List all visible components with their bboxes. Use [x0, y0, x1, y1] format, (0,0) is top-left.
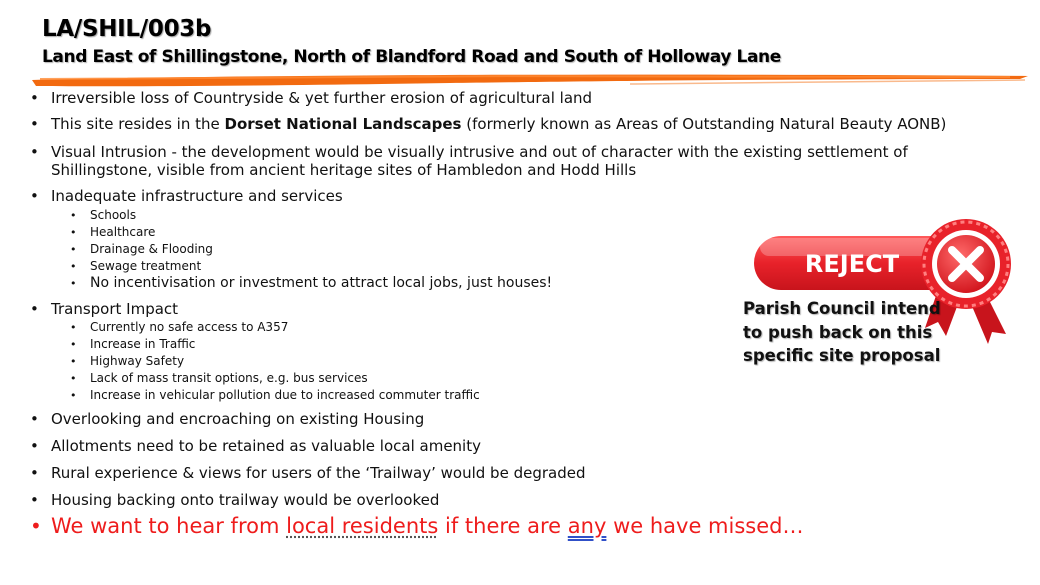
call-to-action: • We want to hear from local residents if there are any we have missed… [30, 513, 990, 539]
page-subtitle: Land East of Shillingstone, North of Blandford Road and South of Holloway Lane [42, 47, 781, 67]
list-item-overlooking: • Overlooking and encroaching on existing Housing [30, 410, 990, 428]
list-item-loss: • Irreversible loss of Countryside & yet further erosion of agricultural land [30, 89, 990, 107]
sub-item: • Schools [51, 207, 990, 224]
list-item-transport: • Transport Impact • Currently no safe access to A357 • Increase in Traffic • Highway Safety • Lack of mass transit options, e.g. bus services • Increase in vehicular pollution due to increased commuter traffic [30, 300, 990, 404]
any-text: any [567, 514, 607, 538]
sub-item: • Lack of mass transit options, e.g. bus services [51, 370, 990, 387]
local-residents-text: local residents [286, 514, 439, 538]
sub-item: • Increase in vehicular pollution due to increased commuter traffic [51, 387, 990, 404]
sub-item: • Highway Safety [51, 353, 990, 370]
list-item-visual: • Visual Intrusion - the development would be visually intrusive and out of character with the existing settlement of Shillingstone, visible from ancient heritage sites of Hambledon and Hodd Hills [30, 143, 990, 179]
list-item-infrastructure: • Inadequate infrastructure and services • Schools • Healthcare • Drainage & Flooding • Sewage treatment • No incentivisation or investment to attract local jobs, just houses! [30, 187, 990, 292]
sub-item: • Increase in Traffic [51, 336, 990, 353]
sub-item: • Drainage & Flooding [51, 241, 990, 258]
parish-council-note: Parish Council intend to push back on this specific site proposal [743, 299, 941, 365]
list-item-rural: • Rural experience & views for users of the ‘Trailway’ would be degraded [30, 464, 990, 482]
orange-brush-stroke [30, 70, 1030, 90]
list-item-allotments: • Allotments need to be retained as valuable local amenity [30, 437, 990, 455]
sub-item: • Healthcare [51, 224, 990, 241]
sub-item: • Currently no safe access to A357 [51, 319, 990, 336]
reject-label: REJECT [804, 250, 900, 278]
dorset-landscapes-text: Dorset National Landscapes [224, 115, 462, 133]
list-item-housing: • Housing backing onto trailway would be overlooked [30, 491, 990, 509]
sub-item: • No incentivisation or investment to attract local jobs, just houses! [51, 275, 990, 292]
list-item-site: • This site resides in the Dorset National Landscapes (formerly known as Areas of Outstanding Natural Beauty AONB) [30, 115, 990, 133]
sub-item: • Sewage treatment [51, 258, 990, 275]
page-title: LA/SHIL/003b [42, 16, 212, 42]
